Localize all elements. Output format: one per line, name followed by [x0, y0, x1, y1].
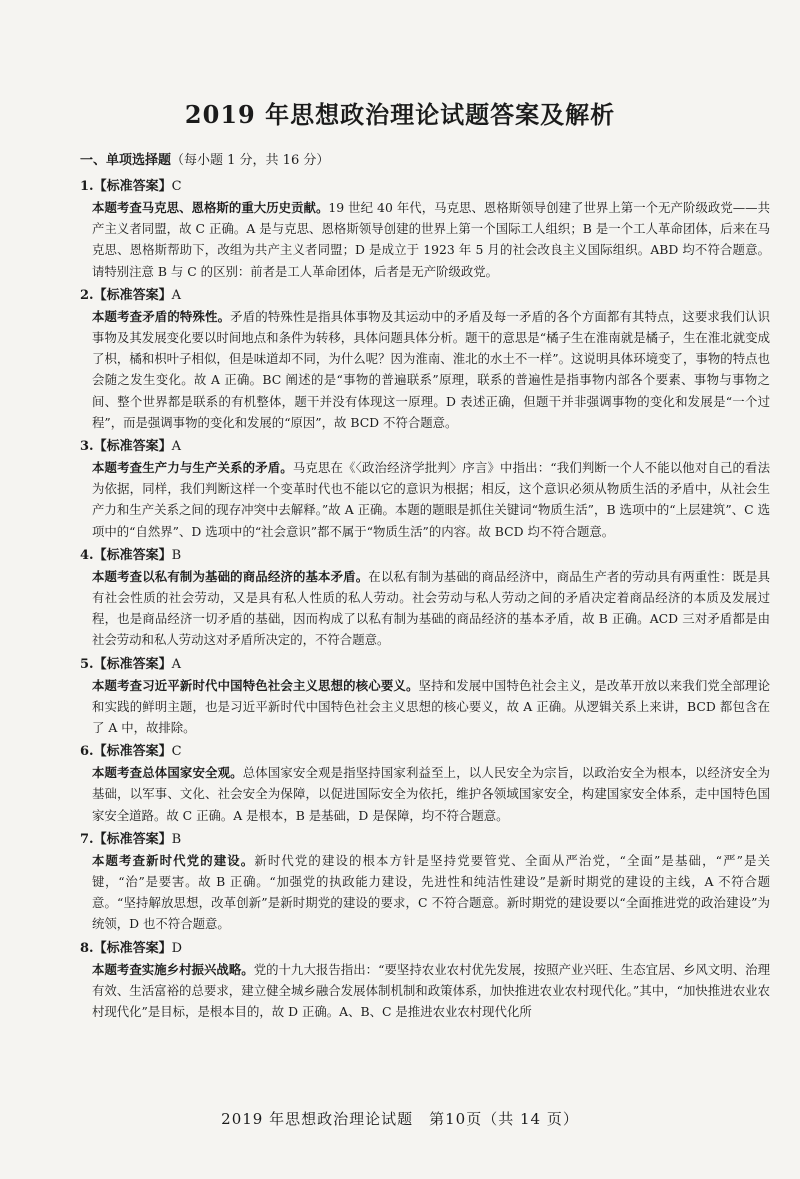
question-item [80, 741, 770, 826]
section-scoring-note: （每小题 1 分，共 16 分） [171, 153, 330, 168]
question-label: 7.【标准答案】 [80, 831, 172, 847]
section-heading [80, 150, 770, 172]
explanation-lead: 本题考查总体国家安全观。 [92, 765, 243, 781]
explanation-text: 党的十九大报告指出：“要坚持农业农村优先发展，按照产业兴旺、生态宜居、乡风文明、治理有效、生活富裕的总要求，建立健全城乡融合发展体制机制和政策体系，加快推进农业农村现代化。”其中，“加快推进农业农村现代化”是目标，是根本目的，故 D 正确。A、B、C 是推进农业农村现代化所 [92, 961, 770, 1020]
question-label: 2.【标准答案】 [80, 287, 172, 303]
section-heading-label: 一、单项选择题 [80, 153, 172, 168]
question-label: 8.【标准答案】 [80, 940, 172, 956]
question-item [80, 436, 770, 542]
question-head [80, 829, 770, 850]
question-head [80, 545, 770, 566]
question-label: 6.【标准答案】 [80, 744, 172, 760]
question-explanation [80, 306, 770, 433]
standard-answer: A [171, 287, 181, 303]
question-item [80, 829, 770, 935]
explanation-lead: 本题考查矛盾的特殊性。 [92, 308, 231, 324]
explanation-lead: 本题考查实施乡村振兴战略。 [92, 961, 254, 977]
question-head [80, 285, 770, 306]
standard-answer: A [171, 439, 181, 455]
standard-answer: D [171, 940, 183, 956]
question-explanation [80, 675, 770, 739]
question-item [80, 545, 770, 651]
question-explanation [80, 959, 770, 1023]
page-footer: 2019 年思想政治理论试题 第10页（共 14 页） [221, 1110, 579, 1128]
explanation-lead: 本题考查以私有制为基础的商品经济的基本矛盾。 [92, 568, 369, 584]
question-item [80, 285, 770, 433]
question-item [80, 176, 770, 282]
explanation-text: 在以私有制为基础的商品经济中，商品生产者的劳动具有两重性：既是具有社会性质的社会劳动，又是具有私人性质的私人劳动。社会劳动与私人劳动之间的矛盾决定着商品经济的本质及发展过程，也是商品经济一切矛盾的基础，因而构成了以私有制为基础的商品经济的基本矛盾，故 B 正确。ACD 三对矛盾都是由社会劳动和私人劳动这对矛盾所决定的，不符合题意。 [92, 568, 771, 648]
question-item [80, 654, 770, 739]
explanation-text: 新时代党的建设的根本方针是坚持党要管党、全面从严治党，“全面”是基础，“严”是关键，“治”是要害。故 B 正确。“加强党的执政能力建设，先进性和纯洁性建设”是新时期党的建设的主线，A 不符合题意。“坚持解放思想，改革创新”是新时期党的建设的要求，C 不符合题意。新时期党的建设要以“全面推进党的政治建设”为统领，D 也不符合题意。 [92, 852, 770, 932]
question-label: 5.【标准答案】 [80, 656, 172, 672]
question-label: 3.【标准答案】 [80, 439, 172, 455]
question-explanation [80, 197, 770, 282]
question-label: 4.【标准答案】 [80, 547, 172, 563]
explanation-text: 矛盾的特殊性是指具体事物及其运动中的矛盾及每一矛盾的各个方面都有其特点，这要求我们认识事物及其发展变化要以时间地点和条件为转移，具体问题具体分析。题干的意思是“橘子生在淮南就是橘子，生在淮北就变成了枳，橘和枳叶子相似，但是味道却不同，为什么呢？因为淮南、淮北的水土不一样”。这说明具体环境变了，事物的特点也会随之发生变化。故 A 正确。BC 阐述的是“事物的普遍联系”原理，联系的普遍性是指事物内部各个要素、事物与事物之间、整个世界都是联系的有机整体，题干并没有体现这一原理。D 表述正确，但题干并非强调事物的变化和发展是“一个过程”，而是强调事物的变化和发展的“原因”，故 BCD 不符合题意。 [92, 308, 771, 430]
explanation-text: 总体国家安全观是指坚持国家利益至上，以人民安全为宗旨，以政治安全为根本，以经济安全为基础，以军事、文化、社会安全为保障，以促进国际安全为依托，维护各领域国家安全，构建国家安全体系，走中国特色国家安全道路。故 C 正确。A 是根本，B 是基础，D 是保障，均不符合题意。 [92, 765, 771, 823]
answer-content [80, 150, 770, 1025]
question-label: 1.【标准答案】 [80, 179, 172, 194]
question-explanation [80, 850, 770, 935]
standard-answer: B [171, 831, 182, 847]
explanation-lead: 本题考查马克思、恩格斯的重大历史贡献。 [92, 200, 329, 215]
explanation-lead: 本题考查生产力与生产关系的矛盾。 [92, 460, 293, 476]
standard-answer: C [171, 179, 182, 194]
question-explanation [80, 457, 770, 542]
explanation-lead: 本题考查新时代党的建设。 [92, 852, 255, 868]
question-head [80, 436, 770, 457]
standard-answer: C [171, 744, 182, 760]
question-explanation [80, 566, 770, 651]
question-head [80, 654, 770, 675]
explanation-text: 马克思在《〈政治经济学批判〉序言》中指出：“我们判断一个人不能以他对自己的看法为依据，同样，我们判断这样一个变革时代也不能以它的意识为根据；相反，这个意识必须从物质生活的矛盾中，从社会生产力和生产关系之间的现存冲突中去解释。”故 A 正确。本题的题眼是抓住关键词“物质生活”，B 选项中的“上层建筑”、C 选项中的“自然界”、D 选项中的“社会意识”都不属于“物质生活”的内容。故 BCD 均不符合题意。 [92, 460, 771, 539]
page-title: 2019 年思想政治理论试题答案及解析 [184, 100, 616, 129]
question-head [80, 741, 770, 762]
question-explanation [80, 762, 770, 826]
explanation-text: 坚持和发展中国特色社会主义，是改革开放以来我们党全部理论和实践的鲜明主题，也是习近平新时代中国特色社会主义思想的核心要义，故 A 正确。从逻辑关系上来讲，BCD 都包含在了 A 中，故排除。 [92, 677, 771, 736]
question-item [80, 938, 770, 1023]
standard-answer: A [171, 656, 181, 672]
question-head [80, 176, 770, 197]
explanation-text: 19 世纪 40 年代，马克思、恩格斯领导创建了世界上第一个无产阶级政党——共产主义者同盟，故 C 正确。A 是与克思、恩格斯领导创建的世界上第一个国际工人组织；B 是一个工人革命团体，后来在马克思、恩格斯帮助下，改组为共产主义者同盟；D 是成立于 1923 年 5 月的社会改良主义国际组织。ABD 均不符合题意。请特别注意 B 与 C 的区别：前者是工人革命团体，后者是无产阶级政党。 [92, 200, 770, 279]
question-head [80, 938, 770, 959]
standard-answer: B [171, 547, 182, 563]
explanation-lead: 本题考查习近平新时代中国特色社会主义思想的核心要义。 [92, 677, 419, 693]
